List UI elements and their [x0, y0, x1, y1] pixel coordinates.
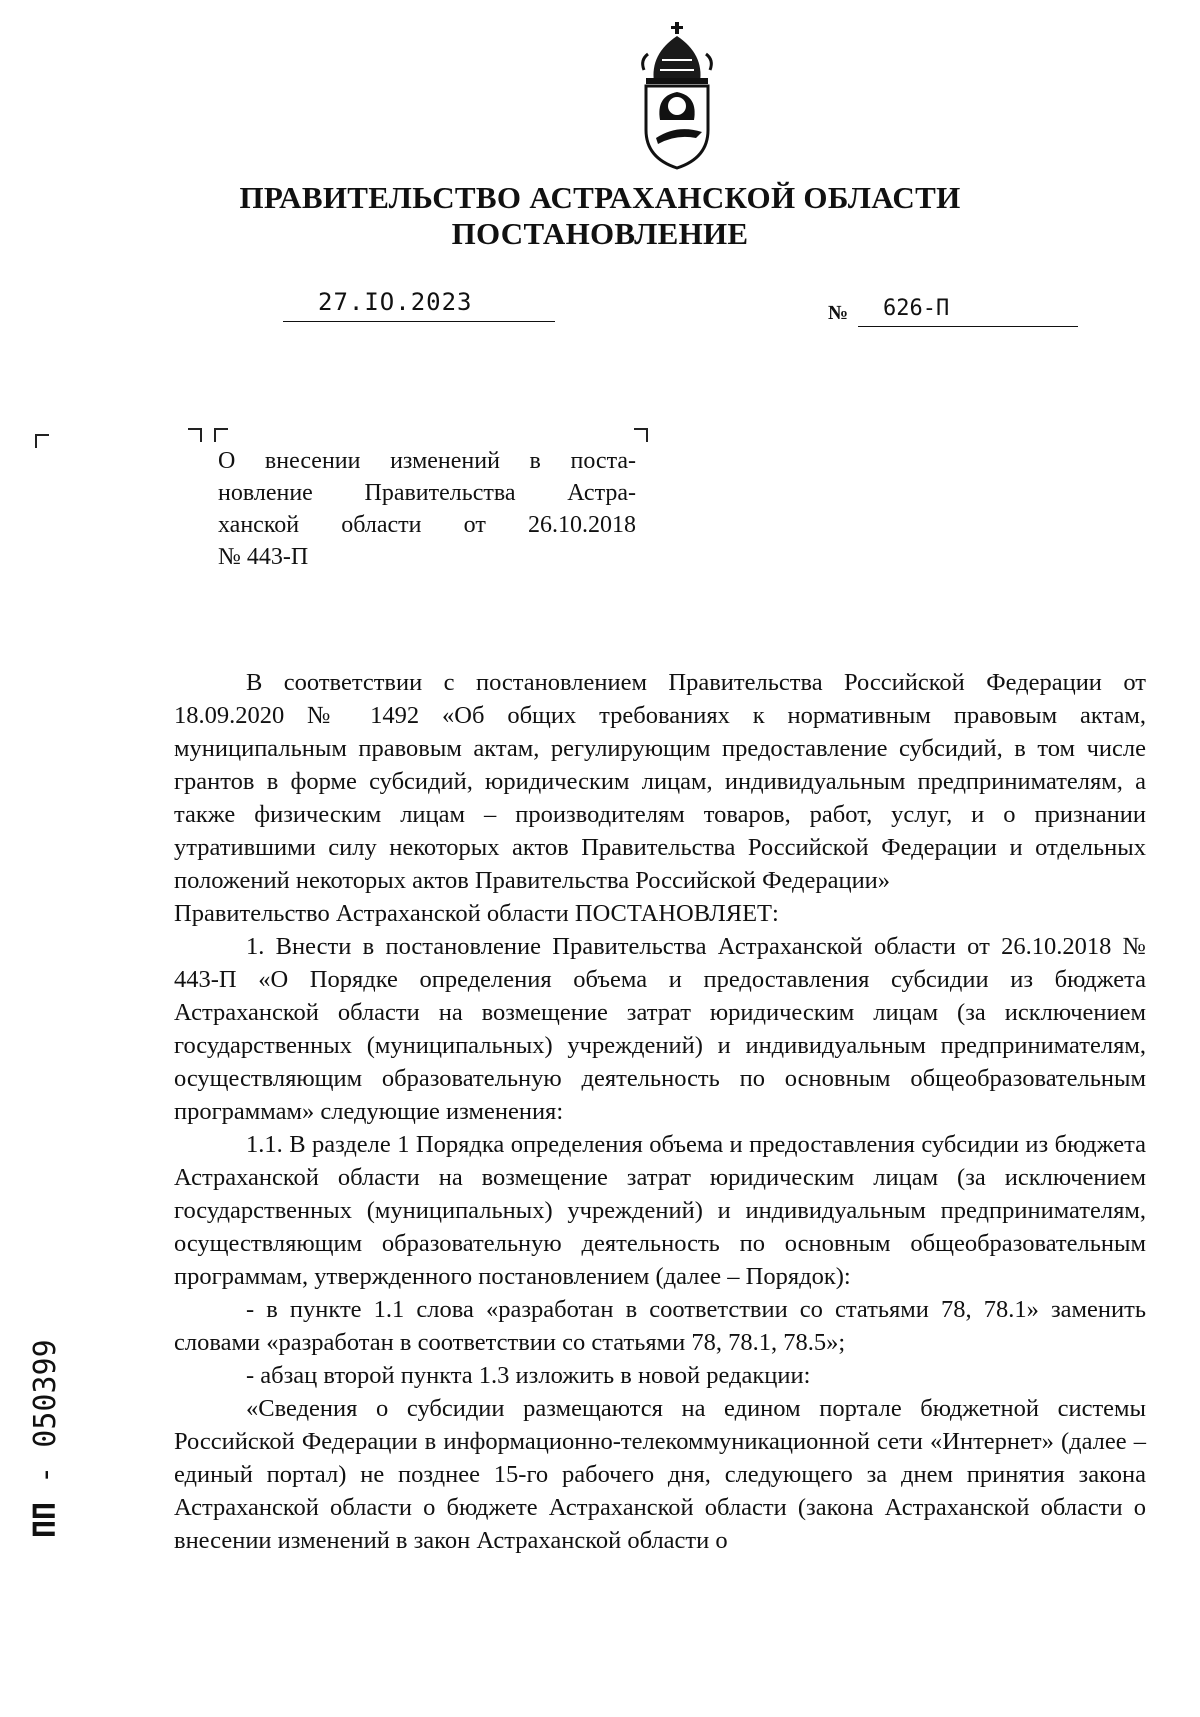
coat-of-arms-emblem — [636, 20, 718, 170]
serial-number: - 050399 — [28, 1339, 63, 1502]
subject-line: О внесении изменений в поста- — [218, 448, 636, 474]
number-sign: № — [828, 302, 849, 324]
body-paragraph: - в пункте 1.1 слова «разработан в соответствии со статьями 78, 78.1» заменить словами «разработан в соответствии со статьями 78, 78.1, 78.5»; — [174, 1296, 1146, 1356]
date-underline — [283, 321, 555, 322]
serial-prefix: ПП — [28, 1501, 63, 1538]
corner-mark — [188, 428, 202, 442]
corner-mark — [634, 428, 648, 442]
subject-line: новление Правительства Астра- — [218, 480, 636, 506]
body-paragraph: «Сведения о субсидии размещаются на едином портале бюджетной системы Российской Федерации в информационно-телекоммуникационной сети «Интернет» (далее – единый портал) не позднее 15-го рабочего дня, следующего за днем принятия закона Астраханской области о бюджете Астраханской области (закона Астраханской области о внесении изменений в закон Астраханской области о — [174, 1395, 1146, 1554]
body-paragraph: 1. Внести в постановление Правительства Астраханской области от 26.10.2018 № 443-П «О Порядке определения объема и предоставления субсидии из бюджета Астраханской области на возмещение затрат юридическим лицам (за исключением государственных (муниципальных) учреждений) и индивидуальным предпринимателям, осуществляющим образовательную деятельность по основным общеобразовательным программам» следующие изменения: — [174, 933, 1146, 1125]
body-paragraph: - абзац второй пункта 1.3 изложить в новой редакции: — [246, 1362, 811, 1389]
corner-mark — [35, 434, 49, 448]
document-type: ПОСТАНОВЛЕНИЕ — [451, 216, 749, 251]
document-number: 626-П — [883, 296, 950, 321]
document-issuer: ПРАВИТЕЛЬСТВО АСТРАХАНСКОЙ ОБЛАСТИ — [239, 180, 961, 215]
corner-mark — [214, 428, 228, 442]
body-paragraph: Правительство Астраханской области ПОСТАНОВЛЯЕТ: — [174, 900, 779, 927]
subject-line: № 443-П — [218, 544, 309, 570]
document-subject — [218, 445, 636, 573]
number-underline — [858, 326, 1078, 327]
form-serial-code — [28, 1339, 63, 1538]
subject-line: ханской области от 26.10.2018 — [218, 512, 636, 538]
body-paragraph: В соответствии с постановлением Правительства Российской Федерации от 18.09.2020 № 1492 «Об общих требованиях к нормативным правовым актам, муниципальным правовым актам, регулирующим предоставление субсидий, в том числе грантов в форме субсидий, юридическим лицам, индивидуальным предпринимателям, а также физическим лицам – производителям товаров, работ, услуг, и о признании утратившими силу некоторых актов Правительства Российской Федерации и отдельных положений некоторых актов Правительства Российской Федерации» — [174, 669, 1146, 894]
body-paragraph: 1.1. В разделе 1 Порядка определения объема и предоставления субсидии из бюджета Астраханской области на возмещение затрат юридическим лицам (за исключением государственных (муниципальных) учреждений) и индивидуальным предпринимателям, осуществляющим образовательную деятельность по основным общеобразовательным программам, утвержденного постановлением (далее – Порядок): — [174, 1131, 1146, 1290]
document-body — [174, 666, 1146, 1557]
document-date: 27.IO.2023 — [318, 288, 473, 316]
